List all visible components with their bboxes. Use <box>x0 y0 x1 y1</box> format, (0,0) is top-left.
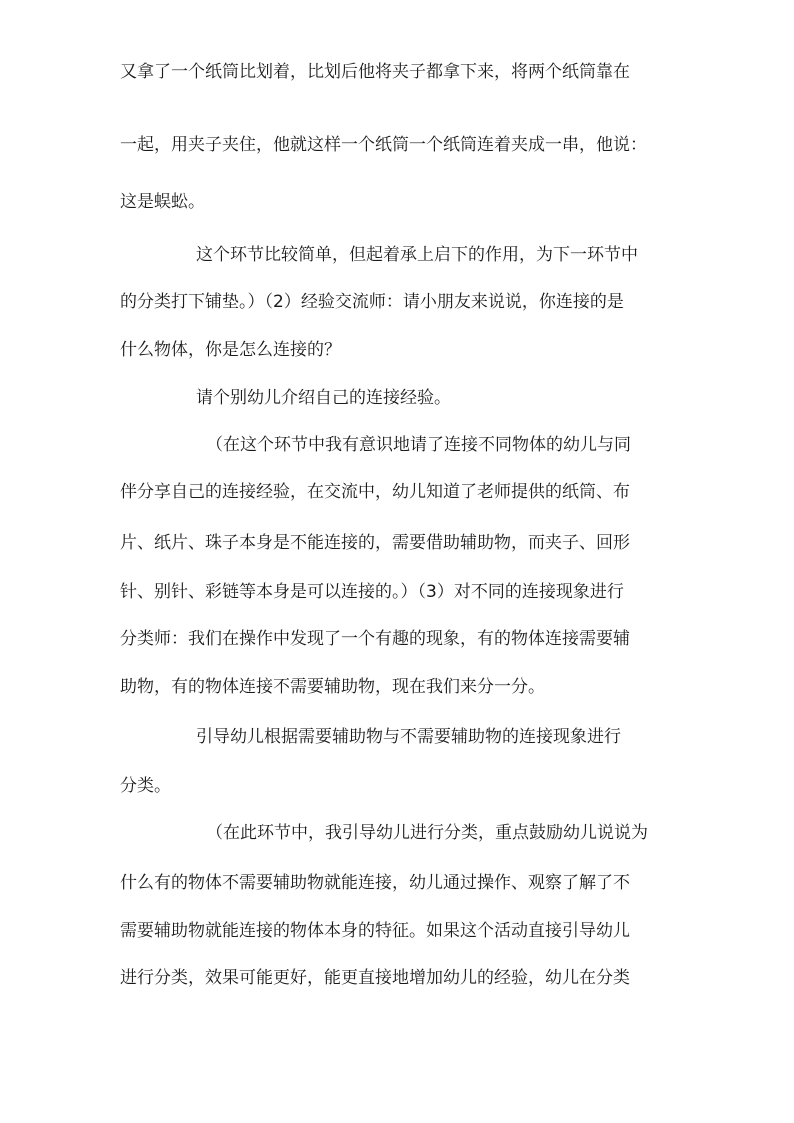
text-line: 分类。 <box>120 776 171 796</box>
paragraph-start-line: （在此环节中，我引导幼儿进行分类，重点鼓励幼儿说说为 <box>206 823 648 843</box>
paragraph-start-line: 这个环节比较简单，但起着承上启下的作用，为下一环节中 <box>196 245 638 265</box>
text-line: 进行分类，效果可能更好，能更直接地增加幼儿的经验，幼儿在分类 <box>120 968 630 988</box>
text-line: 一起，用夹子夹住，他就这样一个纸筒一个纸筒连着夹成一串，他说： <box>120 135 647 155</box>
text-line: 分类师：我们在操作中发现了一个有趣的现象，有的物体连接需要辅 <box>120 629 630 649</box>
text-line: 什么有的物体不需要辅助物就能连接，幼儿通过操作、观察了解了不 <box>120 873 630 893</box>
text-line: 需要辅助物就能连接的物体本身的特征。如果这个活动直接引导幼儿 <box>120 921 630 941</box>
text-line: 伴分享自己的连接经验，在交流中，幼儿知道了老师提供的纸筒、布 <box>120 482 630 502</box>
text-line: 什么物体，你是怎么连接的？ <box>120 340 341 360</box>
text-line: 又拿了一个纸筒比划着，比划后他将夹子都拿下来，将两个纸筒靠在 <box>120 62 630 82</box>
text-line: 的分类打下铺垫。）（2）经验交流师：请小朋友来说说，你连接的是 <box>120 292 624 312</box>
text-line: 针、别针、彩链等本身是可以连接的。）（3）对不同的连接现象进行 <box>120 582 624 602</box>
text-line: 助物，有的物体连接不需要辅助物，现在我们来分一分。 <box>120 677 545 697</box>
paragraph-start-line: 请个别幼儿介绍自己的连接经验。 <box>196 388 451 408</box>
paragraph-start-line: （在这个环节中我有意识地请了连接不同物体的幼儿与同 <box>206 435 631 455</box>
text-line: 片、纸片、珠子本身是不能连接的，需要借助辅助物，而夹子、回形 <box>120 533 630 553</box>
paragraph-start-line: 引导幼儿根据需要辅助物与不需要辅助物的连接现象进行 <box>196 727 621 747</box>
text-line: 这是蜈蚣。 <box>120 192 205 212</box>
